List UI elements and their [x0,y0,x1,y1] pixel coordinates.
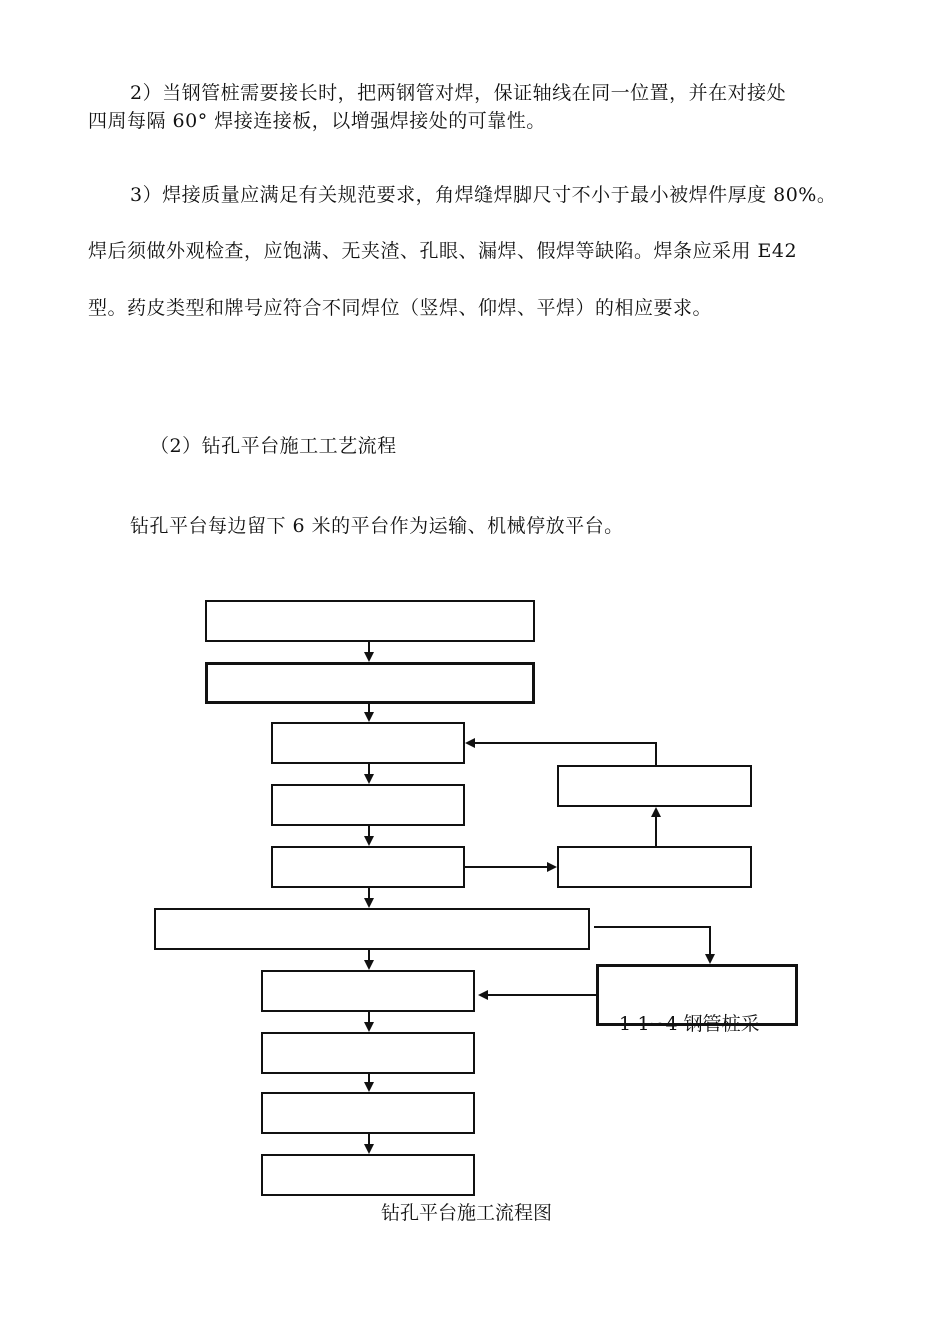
paragraph-3-line-1: 3）焊接质量应满足有关规范要求，角焊缝焊脚尺寸不小于最小被焊件厚度 80%。 [130,184,837,206]
paragraph-3-line-3: 型。药皮类型和牌号应符合不同焊位（竖焊、仰焊、平焊）的相应要求。 [88,297,713,319]
flow-side-box-piles-label: 1-1∽4 钢管桩采 [619,1013,760,1035]
flowchart-caption: 钻孔平台施工流程图 [381,1202,553,1224]
arrow-side-upper-to-3 [467,743,656,765]
paragraph-2-line-2: 四周每隔 60° 焊接连接板，以增强焊接处的可靠性。 [88,110,546,132]
paragraph-2-line-1: 2）当钢管桩需要接长时，把两钢管对焊，保证轴线在同一位置，并在对接处 [130,82,787,104]
section-heading: （2）钻孔平台施工工艺流程 [150,435,397,457]
section-body: 钻孔平台每边留下 6 米的平台作为运输、机械停放平台。 [130,515,624,537]
paragraph-3-line-2: 焊后须做外观检查，应饱满、无夹渣、孔眼、漏焊、假焊等缺陷。焊条应采用 E42 [88,240,798,262]
arrow-wide-to-piles [594,927,710,962]
